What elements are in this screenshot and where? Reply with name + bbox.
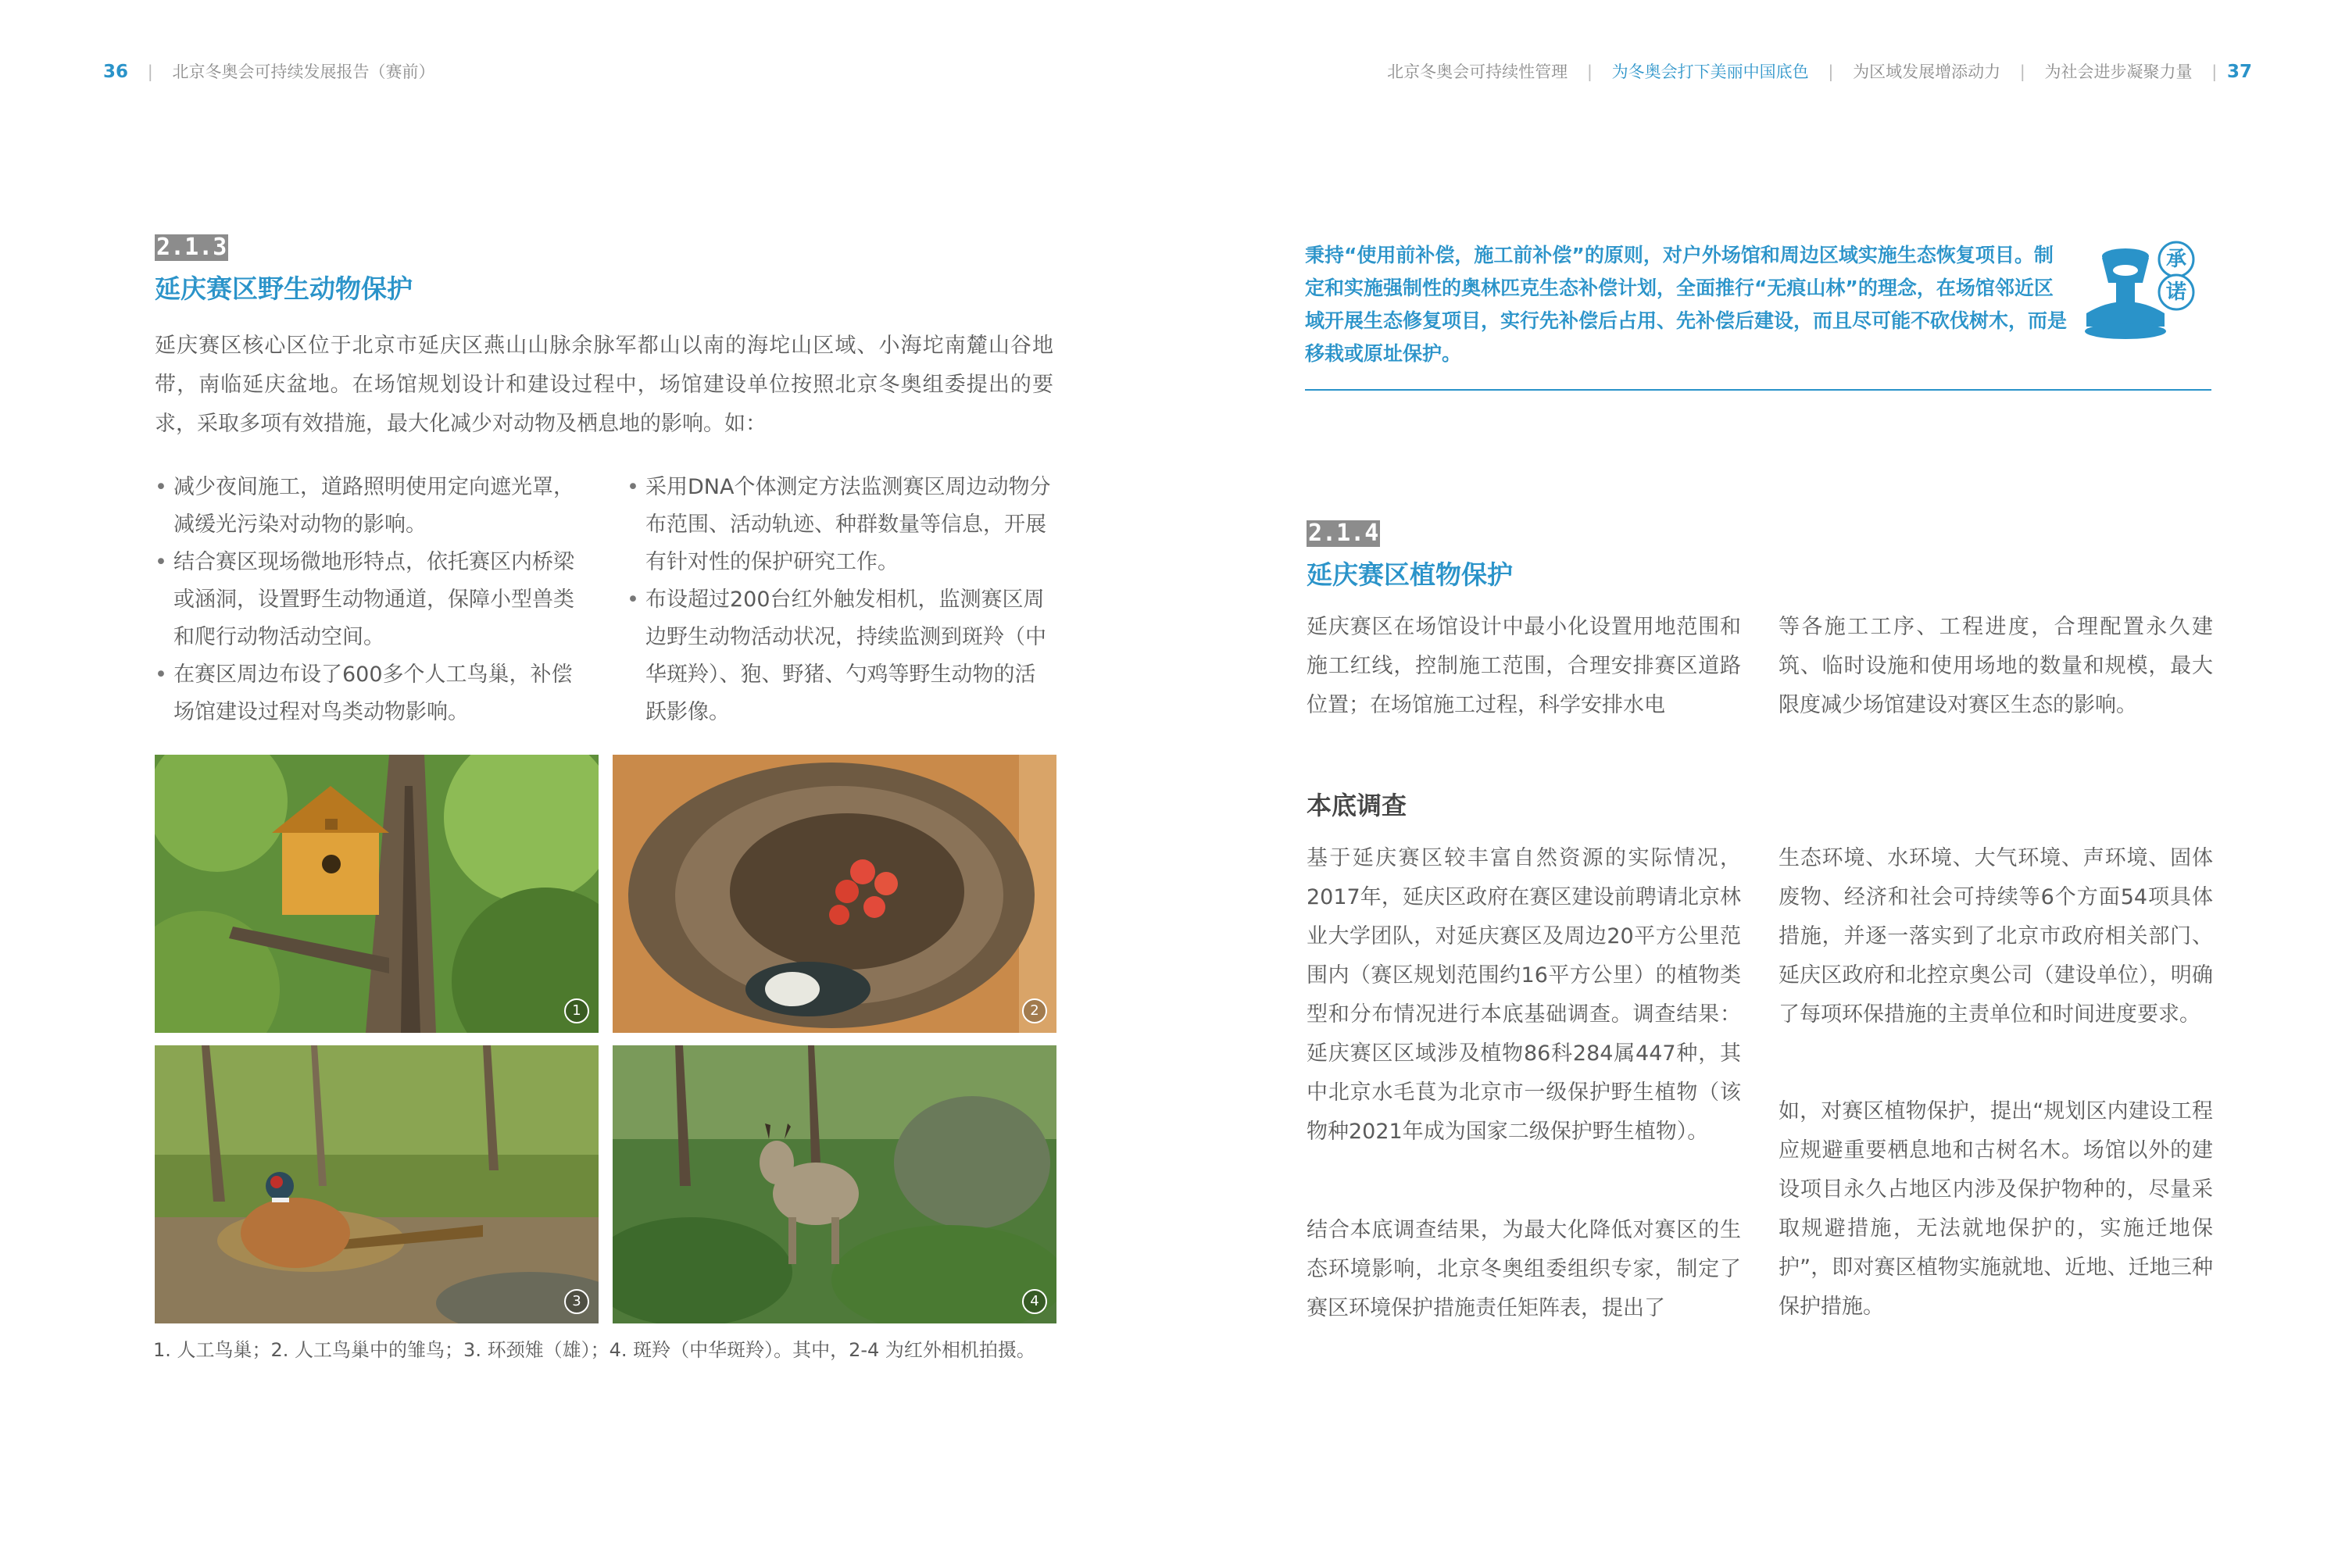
- wildlife-measures-list-col2: [627, 469, 1056, 731]
- commitment-divider: [1305, 389, 2211, 391]
- photo-chinese-goral: [613, 1045, 1056, 1323]
- header-divider: |: [147, 63, 153, 81]
- photo-artificial-nest-box: [155, 755, 599, 1033]
- header-tab-regional-development[interactable]: 为区域发展增添动力: [1853, 63, 2001, 81]
- right-page-number: 37: [2226, 62, 2252, 82]
- left-page-number: 36: [103, 62, 129, 82]
- list-item: • 在赛区周边布设了600多个人工鸟巢，补偿场馆建设过程对鸟类动物影响。: [155, 656, 592, 731]
- commitment-icon-char: 诺: [2165, 280, 2186, 304]
- header-tab-sustainability-management[interactable]: 北京冬奥会可持续性管理: [1387, 63, 1568, 81]
- plant-protection-text-col2: 等各施工工序、工程进度，合理配置永久建筑、临时设施和使用场地的数量和规模，最大限度减少场馆建设对赛区生态的影响。: [1779, 615, 2213, 717]
- header-tab-social-progress[interactable]: 为社会进步凝聚力量: [2044, 63, 2193, 81]
- survey-text-col2-p2: 如，对赛区植物保护，提出“规划区内建设工程应规避重要栖息地和古树名木。场馆以外的建设项目永久占地区内涉及保护物种的，尽量采取规避措施，无法就地保护的，实施迁地保护”，即对赛区植物实施就地、近地、迁地三种保护措施。: [1779, 1099, 2213, 1319]
- right-running-header: [1387, 59, 2252, 83]
- photo-chicks-in-nest: [613, 755, 1056, 1033]
- left-running-header: [103, 59, 434, 83]
- section-title-plants: 延庆赛区植物保护: [1307, 559, 1513, 590]
- commitment-statement: 秉持“使用前补偿，施工前补偿”的原则，对户外场馆和周边区域实施生态恢复项目。制定和实施强制性的奥林匹克生态补偿计划，全面推行“无痕山林”的理念，在场馆邻近区域开展生态修复项目，实行先补偿后占用、先补偿后建设，而且尽可能不砍伐树木，而是移栽或原址保护。: [1305, 244, 2068, 365]
- photo-number-badge: 1: [564, 998, 589, 1023]
- list-item: • 采用DNA个体测定方法监测赛区周边动物分布范围、活动轨迹、种群数量等信息，开展有针对性的保护研究工作。: [627, 469, 1056, 581]
- photo-number-badge: 2: [1022, 998, 1047, 1023]
- survey-text-col1-p1: 基于延庆赛区较丰富自然资源的实际情况，2017年，延庆区政府在赛区建设前聘请北京林业大学团队，对延庆赛区及周边20平方公里范围内（赛区规划范围约16平方公里）的植物类型和分布情况进行本底基础调查。调查结果：延庆赛区区域涉及植物86科284属447种，其中北京水毛茛为北京市一级保护野生植物（该物种2021年成为国家二级保护野生植物）。: [1307, 846, 1741, 1144]
- list-item: • 结合赛区现场微地形特点，依托赛区内桥梁或涵洞，设置野生动物通道，保障小型兽类和爬行动物活动空间。: [155, 544, 592, 656]
- list-item: • 减少夜间施工，道路照明使用定向遮光罩，减缓光污染对动物的影响。: [155, 469, 592, 544]
- header-divider: |: [2019, 63, 2025, 81]
- header-tab-beautiful-china[interactable]: 为冬奥会打下美丽中国底色: [1611, 63, 1809, 81]
- photo-caption: 1. 人工鸟巢；2. 人工鸟巢中的雏鸟；3. 环颈雉（雄）；4. 斑羚（中华斑羚）。其中，2-4 为红外相机拍摄。: [153, 1339, 1035, 1361]
- report-title: 北京冬奥会可持续发展报告（赛前）: [172, 63, 435, 81]
- survey-text-col2-p1: 生态环境、水环境、大气环境、声环境、固体废物、经济和社会可持续等6个方面54项具体措施，并逐一落实到了北京市政府相关部门、延庆区政府和北控京奥公司（建设单位），明确了每项环保措施的主责单位和时间进度要求。: [1779, 846, 2213, 1027]
- header-divider: |: [1828, 63, 1834, 81]
- survey-text-col1-p2: 结合本底调查结果，为最大化降低对赛区的生态环境影响，北京冬奥组委组织专家，制定了赛区环境保护措施责任矩阵表，提出了: [1307, 1218, 1741, 1320]
- section-number-2-1-3: 2.1.3: [156, 234, 227, 261]
- header-divider: |: [2211, 63, 2218, 81]
- photo-number-badge: 4: [1022, 1289, 1047, 1314]
- photo-number-badge: 3: [564, 1289, 589, 1314]
- wildlife-measures-list-col1: [155, 469, 592, 731]
- survey-heading: 本底调查: [1307, 791, 1407, 820]
- wildlife-intro-paragraph: 延庆赛区核心区位于北京市延庆区燕山山脉余脉军都山以南的海坨山区域、小海坨南麓山谷地带，南临延庆盆地。在场馆规划设计和建设过程中，场馆建设单位按照北京冬奥组委提出的要求，采取多项有效措施，最大化减少对动物及栖息地的影响。如：: [155, 334, 1053, 436]
- commitment-icon-char: 承: [2165, 248, 2186, 271]
- plant-protection-text-col1: 延庆赛区在场馆设计中最小化设置用地范围和施工红线，控制施工范围，合理安排赛区道路位置；在场馆施工过程，科学安排水电: [1307, 615, 1741, 717]
- list-item: • 布设超过200台红外触发相机，监测赛区周边野生动物活动状况，持续监测到斑羚（中华斑羚）、狍、野猪、勺鸡等野生动物的活跃影像。: [627, 581, 1056, 731]
- photo-ring-necked-pheasant: [155, 1045, 599, 1323]
- commitment-icon: [2079, 239, 2204, 348]
- header-divider: |: [1586, 63, 1593, 81]
- section-number-2-1-4: 2.1.4: [1308, 520, 1379, 547]
- section-title-wildlife: 延庆赛区野生动物保护: [155, 273, 413, 304]
